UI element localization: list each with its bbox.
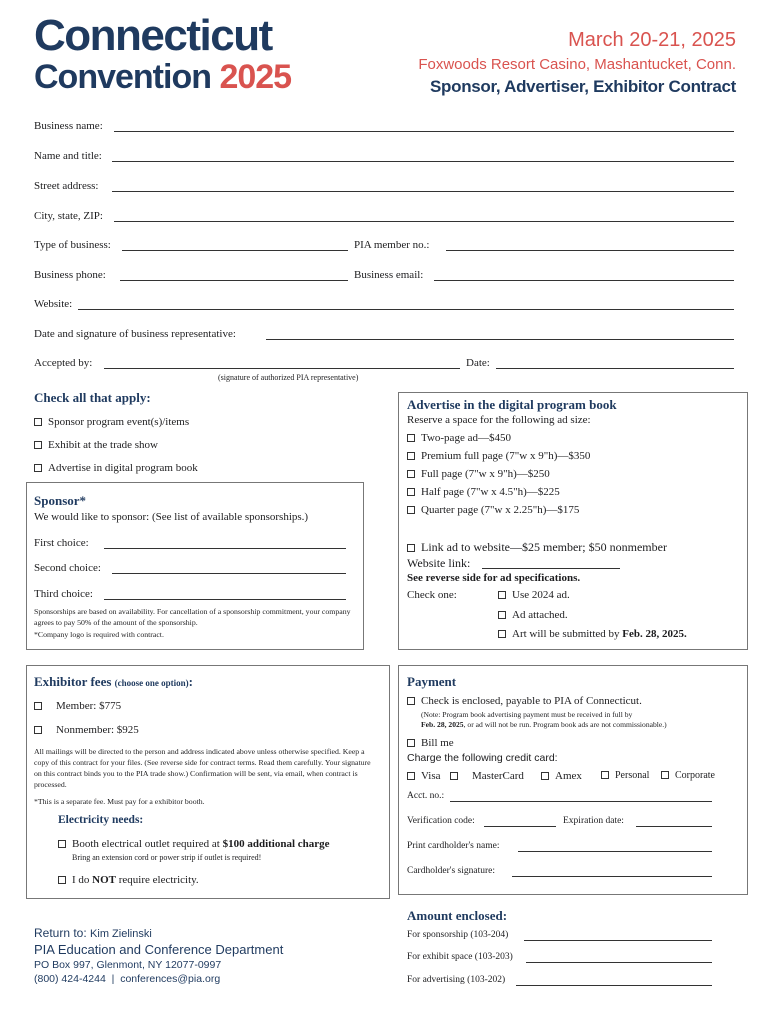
website-link-field[interactable] (482, 568, 620, 569)
second-choice-label: Second choice: (34, 562, 101, 574)
amex-option[interactable]: Amex (541, 770, 582, 782)
logo-note: *Company logo is required with contract. (34, 630, 164, 639)
corporate-option[interactable]: Corporate (661, 770, 715, 781)
checkbox[interactable] (601, 771, 609, 779)
check-all-title: Check all that apply: (34, 390, 151, 405)
ad-size-two-page[interactable]: Two-page ad—$450 (407, 432, 511, 444)
name-title-field[interactable] (112, 161, 734, 162)
checkbox[interactable] (407, 544, 415, 552)
checkbox[interactable] (407, 506, 415, 514)
acct-field[interactable] (450, 801, 712, 802)
exhibitor-title-note: (choose one option) (114, 678, 189, 688)
print-name-label: Print cardholder's name: (407, 841, 500, 851)
checkbox[interactable] (407, 470, 415, 478)
ad-size-half[interactable]: Half page (7"w x 4.5"h)—$225 (407, 486, 560, 498)
check-exhibit-item[interactable]: Exhibit at the trade show (34, 439, 158, 451)
checkbox[interactable] (541, 772, 549, 780)
amount-title: Amount enclosed: (407, 908, 508, 923)
check-advertise-item[interactable]: Advertise in digital program book (34, 462, 198, 474)
cardholder-signature-field[interactable] (512, 876, 712, 877)
advertise-title: Advertise in the digital program book (407, 397, 617, 412)
art-submitted-option[interactable]: Art will be submitted by Feb. 28, 2025. (498, 628, 687, 640)
sponsor-intro: We would like to sponsor: (See list of available sponsorships.) (34, 511, 309, 523)
advertise-box (398, 392, 748, 650)
checkbox[interactable] (407, 697, 415, 705)
email-label: Business email: (354, 269, 424, 281)
check-one-label: Check one: (407, 589, 457, 601)
logo-connecticut: Connecticut (34, 11, 272, 60)
accepted-label: Accepted by: (34, 357, 93, 369)
expiration-field[interactable] (636, 826, 712, 827)
first-choice-label: First choice: (34, 537, 89, 549)
ad-size-quarter[interactable]: Quarter page (7"w x 2.25"h)—$175 (407, 504, 579, 516)
third-choice-label: Third choice: (34, 588, 93, 600)
street-label: Street address: (34, 180, 99, 192)
checkbox[interactable] (498, 591, 506, 599)
return-address: PO Box 997, Glenmont, NY 12077-0997 (34, 959, 222, 971)
visa-option[interactable]: Visa (407, 770, 441, 782)
return-contact: (800) 424-4244 | conferences@pia.org (34, 973, 221, 985)
checkbox[interactable] (34, 726, 42, 734)
link-ad-option[interactable]: Link ad to website—$25 member; $50 nonmember (407, 540, 667, 555)
check-enclosed-option[interactable]: Check is enclosed, payable to PIA of Connecticut. (407, 695, 642, 707)
checkbox[interactable] (34, 418, 42, 426)
return-department: PIA Education and Conference Department (34, 942, 284, 957)
business-name-label: Business name: (34, 120, 103, 132)
amount-advertising-label: For advertising (103-202) (407, 975, 506, 985)
date-field[interactable] (496, 368, 734, 369)
no-electricity-option[interactable]: I do NOT require electricity. (58, 874, 199, 886)
reverse-note: See reverse side for ad specifications. (407, 572, 581, 584)
art-deadline: Feb. 28, 2025. (622, 628, 687, 640)
bill-me-option[interactable]: Bill me (407, 737, 454, 749)
ad-size-full[interactable]: Full page (7"w x 9"h)—$250 (407, 468, 550, 480)
checkbox[interactable] (498, 611, 506, 619)
amount-exhibit-label: For exhibit space (103-203) (407, 952, 513, 962)
mastercard-option[interactable]: MasterCard (450, 770, 524, 782)
payment-note-2: Feb. 28, 2025, or ad will not be run. Program book ads are not commissionable.) (421, 720, 667, 729)
checkbox[interactable] (407, 434, 415, 442)
checkbox[interactable] (407, 488, 415, 496)
amount-exhibit-field[interactable] (526, 962, 712, 963)
advertise-intro: Reserve a space for the following ad size: (407, 414, 591, 426)
cardholder-signature-label: Cardholder's signature: (407, 866, 495, 876)
mailing-note: All mailings will be directed to the person and address indicated above unless otherwise specified. Keep a copy of this contract for your files. (See reverse side for contract terms. Read them carefully. Your signature on this contract binds you to the PIA trade show.) Confirmation will be sent, via email, when contract is processed. (34, 747, 371, 789)
sponsor-title: Sponsor* (34, 493, 87, 508)
amount-sponsorship-label: For sponsorship (103-204) (407, 930, 509, 940)
type-business-field[interactable] (122, 250, 348, 251)
use-2024-option[interactable]: Use 2024 ad. (498, 589, 570, 601)
checkbox[interactable] (407, 739, 415, 747)
city-label: City, state, ZIP: (34, 210, 103, 222)
charge-label: Charge the following credit card: (407, 752, 558, 764)
print-name-field[interactable] (518, 851, 712, 852)
amount-advertising-field[interactable] (516, 985, 712, 986)
expiration-label: Expiration date: (563, 816, 624, 826)
checkbox[interactable] (58, 876, 66, 884)
accepted-field[interactable] (104, 368, 460, 369)
outlet-note: Bring an extension cord or power strip if outlet is required! (72, 853, 262, 862)
website-label: Website: (34, 298, 73, 310)
payment-title: Payment (407, 674, 457, 689)
signature-field[interactable] (266, 339, 734, 340)
website-field[interactable] (78, 309, 734, 310)
name-title-label: Name and title: (34, 150, 102, 162)
type-business-label: Type of business: (34, 239, 111, 251)
signature-label: Date and signature of business representative: (34, 328, 236, 340)
ad-size-premium[interactable]: Premium full page (7"w x 9"h)—$350 (407, 450, 590, 462)
amount-sponsorship-field[interactable] (524, 940, 712, 941)
second-choice-field[interactable] (112, 573, 346, 574)
pia-member-label: PIA member no.: (354, 239, 430, 251)
business-name-field[interactable] (114, 131, 734, 132)
separate-fee-note: *This is a separate fee. Must pay for a exhibitor booth. (34, 797, 205, 806)
electricity-title: Electricity needs: (58, 814, 144, 826)
phone-field[interactable] (120, 280, 348, 281)
check-sponsor-item[interactable]: Sponsor program event(s)/items (34, 416, 189, 428)
checkbox[interactable] (498, 630, 506, 638)
event-date: March 20-21, 2025 (568, 29, 736, 51)
street-field[interactable] (112, 191, 734, 192)
verification-label: Verification code: (407, 816, 475, 826)
checkbox[interactable] (407, 452, 415, 460)
acct-label: Acct. no.: (407, 791, 445, 801)
ad-attached-option[interactable]: Ad attached. (498, 609, 568, 621)
sponsor-note: Sponsorships are based on availability. For cancellation of a sponsorship commitment, your company agrees to pay 50% of the amount of the sponsorship. (34, 607, 351, 627)
contract-title: Sponsor, Advertiser, Exhibitor Contract (429, 77, 736, 96)
phone-label: Business phone: (34, 269, 106, 281)
outlet-price: $100 additional charge (222, 838, 330, 850)
checkbox[interactable] (34, 464, 42, 472)
return-to: Return to: Kim Zielinski (34, 926, 152, 940)
personal-option[interactable]: Personal (601, 770, 649, 781)
checkbox[interactable] (34, 441, 42, 449)
member-fee-option[interactable]: Member: $775 (34, 700, 121, 712)
exhibitor-title: Exhibitor fees (choose one option): (34, 674, 193, 689)
email-field[interactable] (434, 280, 734, 281)
checkbox[interactable] (58, 840, 66, 848)
checkbox[interactable] (407, 772, 415, 780)
checkbox[interactable] (34, 702, 42, 710)
nonmember-fee-option[interactable]: Nonmember: $925 (34, 724, 139, 736)
event-place: Foxwoods Resort Casino, Mashantucket, Conn. (418, 56, 736, 73)
pia-member-field[interactable] (446, 250, 734, 251)
first-choice-field[interactable] (104, 548, 346, 549)
logo-year: 2025 (219, 58, 292, 96)
checkbox[interactable] (661, 771, 669, 779)
website-link-label: Website link: (407, 556, 471, 570)
city-field[interactable] (114, 221, 734, 222)
date-label: Date: (466, 357, 490, 369)
logo-convention: Convention 2025 (34, 58, 292, 96)
third-choice-field[interactable] (104, 599, 346, 600)
checkbox[interactable] (450, 772, 458, 780)
payment-note-1: (Note: Program book advertising payment must be received in full by (421, 710, 633, 719)
accepted-note: (signature of authorized PIA representative) (218, 373, 359, 382)
outlet-option[interactable]: Booth electrical outlet required at $100 additional charge (58, 838, 330, 850)
verification-field[interactable] (484, 826, 556, 827)
